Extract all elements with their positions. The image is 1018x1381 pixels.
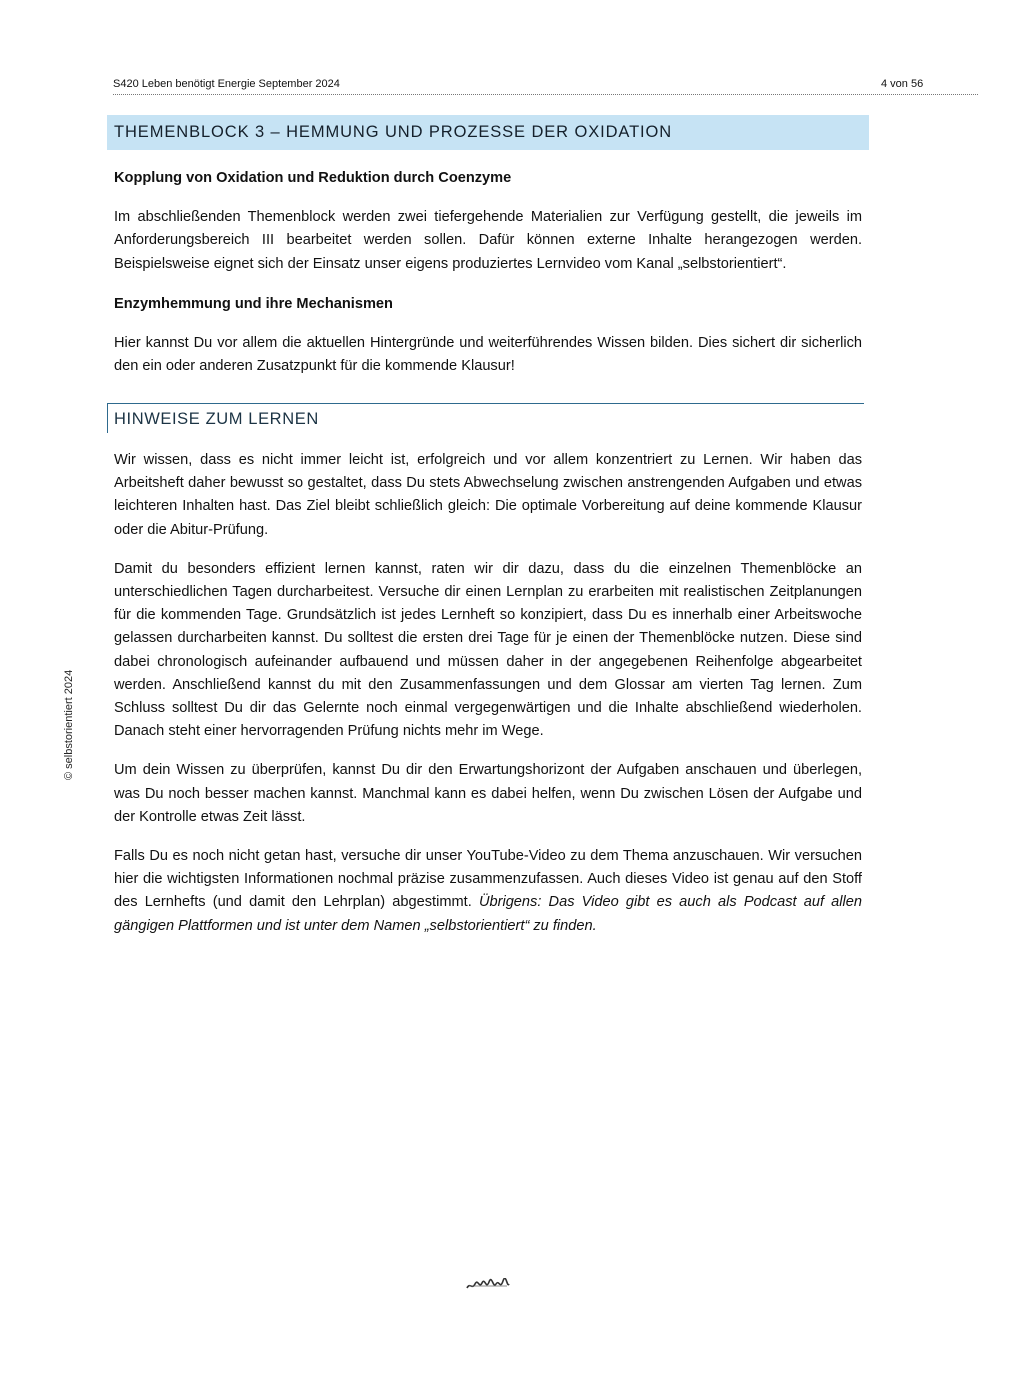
section-title: HINWEISE ZUM LERNEN bbox=[114, 410, 319, 428]
paragraph: Um dein Wissen zu überprüfen, kannst Du dir den Erwartungshorizont der Aufgaben anschauen und überlegen, was Du noch besser machen kannst. Manchmal kann es dabei helfen, wenn Du zwischen Lösen der Aufgabe und der Kontrolle etwas Zeit lässt. bbox=[114, 762, 862, 825]
hinweise-body bbox=[114, 449, 862, 938]
paragraph: Hier kannst Du vor allem die aktuellen Hintergründe und weiterführendes Wissen bilden. Dies sichert dir sicherlich den ein oder anderen Zusatzpunkt für die kommende Klausur! bbox=[114, 335, 862, 375]
subsection-heading: Kopplung von Oxidation und Reduktion durch Coenzyme bbox=[114, 170, 512, 186]
paragraph: Im abschließenden Themenblock werden zwei tiefergehende Materialien zur Verfügung gestellt, die jeweils im Anforderungsbereich III bearbeitet werden sollen. Dafür können externe Inhalte herangezogen werden. Beispielsweise eignet sich der Einsatz unser eigens produziertes Lernvideo vom Kanal „selbstorientiert“. bbox=[114, 209, 862, 272]
paragraph: Damit du besonders effizient lernen kannst, raten wir dir dazu, dass du die einzelnen Themenblöcke an unterschiedlichen Tagen durcharbeitest. Versuche dir einen Lernplan zu erarbeiten mit realistischen Zeitplanungen für die kommenden Tage. Grundsätzlich ist jedes Lernheft so konzipiert, dass Du es innerhalb einer Arbeitswoche gelassen durcharbeiten kannst. Du solltest die ersten drei Tage für je einen der Themenblöcke nutzen. Diese sind dabei chronologisch aufeinander aufbauend und müssen daher in der angegebenen Reihenfolge abgearbeitet werden. Anschließend kannst du mit den Zusammenfassungen und dem Glossar am vierten Tag lernen. Zum Schluss solltest Du dir das Gelernte noch einmal vergegenwärtigen und die Inhalte abschließend wiederholen. Danach steht einer hervorragenden Prüfung nichts mehr im Wege. bbox=[114, 560, 862, 740]
paragraph-text: Falls Du es noch nicht getan hast, versuche dir unser YouTube-Video zu dem Thema anzuschauen. Wir versuchen hier die wichtigsten Informationen nochmal präzise zusammenzufassen. Auch dieses Video ist genau auf den Stoff des Lernhefts (und damit den Lehrplan) abgestimmt. bbox=[114, 848, 862, 911]
section-banner-themenblock-3 bbox=[107, 115, 869, 150]
subsection-heading: Enzymhemmung und ihre Mechanismen bbox=[114, 296, 393, 312]
section-heading-hinweise bbox=[107, 403, 864, 433]
paragraph-youtube bbox=[114, 845, 862, 938]
signature-icon bbox=[466, 1278, 510, 1292]
section-title: THEMENBLOCK 3 – HEMMUNG UND PROZESSE DER OXIDATION bbox=[114, 123, 673, 141]
document-title: S420 Leben benötigt Energie September 2024 bbox=[113, 78, 340, 90]
subsection-coenzyme bbox=[114, 167, 862, 276]
subsection-enzymhemmung bbox=[114, 293, 862, 379]
page-header bbox=[113, 77, 978, 95]
paragraph: Wir wissen, dass es nicht immer leicht ist, erfolgreich und vor allem konzentriert zu Lernen. Wir haben das Arbeitsheft daher bewusst so gestaltet, dass Du stets Abwechselung zwischen anstrengenden Aufgaben und etwas leichteren Inhalten hast. Das Ziel bleibt schließlich gleich: Die optimale Vorbereitung auf deine kommende Klausur oder die Abitur-Prüfung. bbox=[114, 452, 862, 538]
page-number: 4 von 56 bbox=[881, 78, 924, 90]
copyright-notice: © selbstorientiert 2024 bbox=[63, 669, 75, 780]
paragraph-italic-note: Übrigens: Das Video gibt es auch als Podcast auf allen gängigen Plattformen und ist unter dem Namen „selbstorientiert“ zu finden. bbox=[114, 894, 862, 934]
